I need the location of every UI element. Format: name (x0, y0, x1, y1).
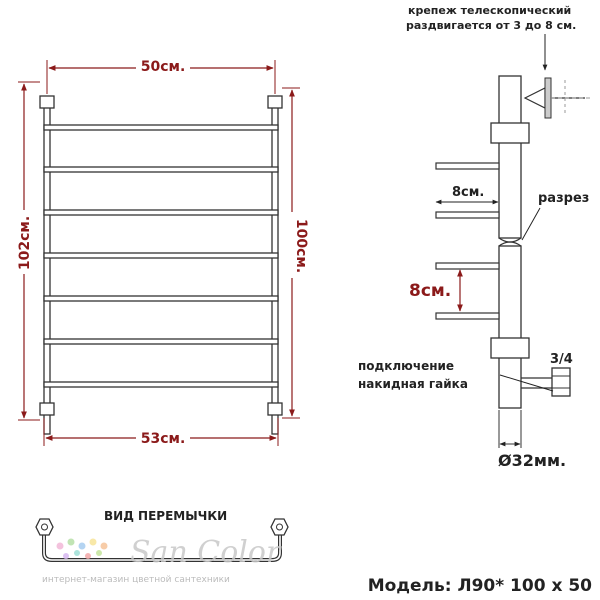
mount-block-top-right (268, 96, 282, 108)
rungs (44, 125, 278, 387)
side-rung (436, 263, 499, 269)
riser-lower (499, 246, 521, 408)
spacing-label: 8см. (409, 281, 452, 301)
height-left-label: 102см. (17, 215, 33, 271)
front-view (16, 57, 309, 447)
riser-upper (499, 76, 521, 238)
rung (44, 167, 278, 172)
width-bottom-label: 53см. (140, 431, 186, 447)
riser-upper-block (491, 123, 529, 143)
mount-block-bottom-right (268, 403, 282, 415)
watermark-dots (57, 539, 108, 560)
rung (44, 382, 278, 387)
riser-lower-block (491, 338, 529, 358)
side-rung (436, 163, 499, 169)
height-right-label: 100см. (293, 218, 309, 274)
width-top-label: 50см. (140, 59, 186, 75)
rung (44, 210, 278, 215)
watermark-tagline: интернет-магазин цветной сантехники (42, 575, 230, 585)
mount-block-bottom-left (40, 403, 54, 415)
model-label: Модель: Л90* 100 х 50 (367, 576, 592, 596)
rung (44, 125, 278, 130)
wall-mount-plate (545, 78, 551, 118)
rung (44, 253, 278, 258)
union-nut (552, 368, 570, 396)
side-rung (436, 313, 499, 319)
mount-block-top-left (40, 96, 54, 108)
offset-label: 8см. (452, 185, 485, 200)
watermark-brand: San Color (130, 535, 281, 570)
rung (44, 296, 278, 301)
side-rung (436, 212, 499, 218)
connection-line2: накидная гайка (358, 377, 468, 391)
thread-label: 3/4 (550, 352, 573, 367)
connection-line1: подключение (358, 359, 455, 373)
mount-note-line2: раздвигается от 3 до 8 см. (406, 19, 577, 32)
section-label: разрез (538, 191, 590, 206)
rung (44, 339, 278, 344)
wall-mount-cone (525, 88, 545, 108)
side-view (358, 4, 590, 470)
diameter-label: Ø32мм. (498, 451, 567, 470)
jumper-title: ВИД ПЕРЕМЫЧКИ (104, 509, 228, 523)
mount-note-line1: крепеж телескопический (408, 4, 572, 17)
